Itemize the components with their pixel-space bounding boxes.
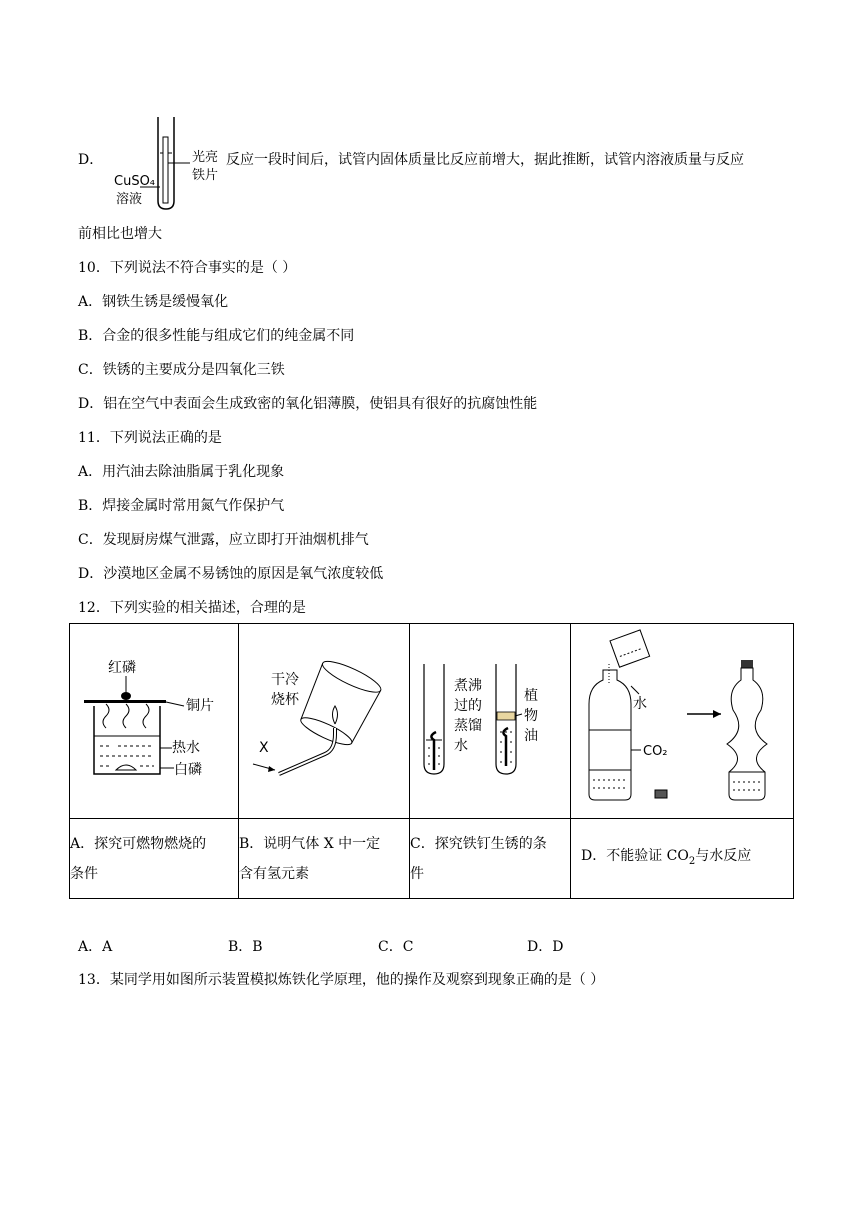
white-phosphorus-label: 白磷: [174, 762, 202, 778]
q11-option-b: B．焊接金属时常用氮气作保护气: [78, 498, 285, 514]
q9-option-d-text-2: 前相比也增大: [78, 226, 162, 242]
q10-option-d: D．铝在空气中表面会生成致密的氧化铝薄膜，使铝具有很好的抗腐蚀性能: [78, 396, 538, 412]
hot-water-label: 热水: [172, 740, 200, 756]
dry-cold-label: 干冷: [271, 672, 299, 688]
q10-option-a: A．钢铁生锈是缓慢氧化: [78, 294, 229, 310]
gas-x-label: X: [259, 740, 269, 756]
solution-label: 溶液: [116, 192, 143, 207]
substance-label: 物: [524, 708, 538, 724]
cuso4-label: CuSO₄: [114, 174, 156, 189]
q12-stem: 12．下列实验的相关描述，合理的是: [78, 600, 306, 616]
oil-label: 油: [524, 728, 538, 744]
q11-option-d: D．沙漠地区金属不易锈蚀的原因是氧气浓度较低: [78, 566, 384, 582]
co2-bottle-figure: [571, 624, 793, 814]
dry-beaker-figure: [239, 624, 409, 814]
q11-stem: 11．下列说法正确的是: [78, 430, 222, 446]
beaker-label: 烧杯: [271, 692, 299, 708]
caption-c: C．探究铁钉生锈的条 件: [410, 819, 571, 899]
caption-b: B．说明气体 X 中一定 含有氢元素: [239, 819, 410, 899]
choice-d: D．D: [527, 939, 564, 955]
passed-label: 过的: [454, 698, 482, 714]
iron-nail-tubes-figure: [410, 624, 570, 814]
caption-a: A．探究可燃物燃烧的 条件: [70, 819, 239, 899]
q12-experiment-table: [69, 623, 794, 899]
boiled-label: 煮沸: [454, 678, 482, 694]
q10-stem: 10．下列说法不符合事实的是（ ）: [78, 260, 297, 276]
q10-option-b: B．合金的很多性能与组成它们的纯金属不同: [78, 328, 355, 344]
combustion-experiment-figure: [70, 624, 238, 814]
choice-b: B．B: [228, 939, 263, 955]
q11-option-c: C．发现厨房煤气泄露，应立即打开油烟机排气: [78, 532, 369, 548]
cell-figure-b: [239, 624, 410, 819]
plant-label: 植: [524, 688, 538, 704]
q11-option-a: A．用汽油去除油脂属于乳化现象: [78, 464, 285, 480]
red-phosphorus-label: 红磷: [108, 660, 136, 676]
co2-label: CO₂: [643, 744, 668, 759]
q9-option-d-text-1: 反应一段时间后，试管内固体质量比反应前增大，据此推断，试管内溶液质量与反应: [226, 152, 744, 168]
cuso4-test-tube-figure: [110, 113, 230, 213]
copper-sheet-label: 铜片: [186, 698, 214, 714]
distilled-label: 蒸馏: [454, 718, 482, 734]
q13-stem: 13．某同学用如图所示装置模拟炼铁化学原理，他的操作及观察到现象正确的是（ ）: [78, 972, 605, 988]
water-label: 水: [633, 696, 647, 712]
bright-label: 光亮: [192, 150, 219, 165]
q10-option-c: C．铁锈的主要成分是四氧化三铁: [78, 362, 285, 378]
cell-figure-d: [571, 624, 794, 819]
caption-d: D．不能验证 $CO_2$与水反应: [571, 819, 794, 899]
cell-figure-a: [70, 624, 239, 819]
cell-figure-c: [410, 624, 571, 819]
iron-strip-label: 铁片: [192, 168, 219, 183]
water-label: 水: [454, 738, 468, 754]
q9-option-d-label: D．: [78, 152, 104, 168]
choice-c: C．C: [378, 939, 414, 955]
choice-a: A．A: [78, 939, 113, 955]
